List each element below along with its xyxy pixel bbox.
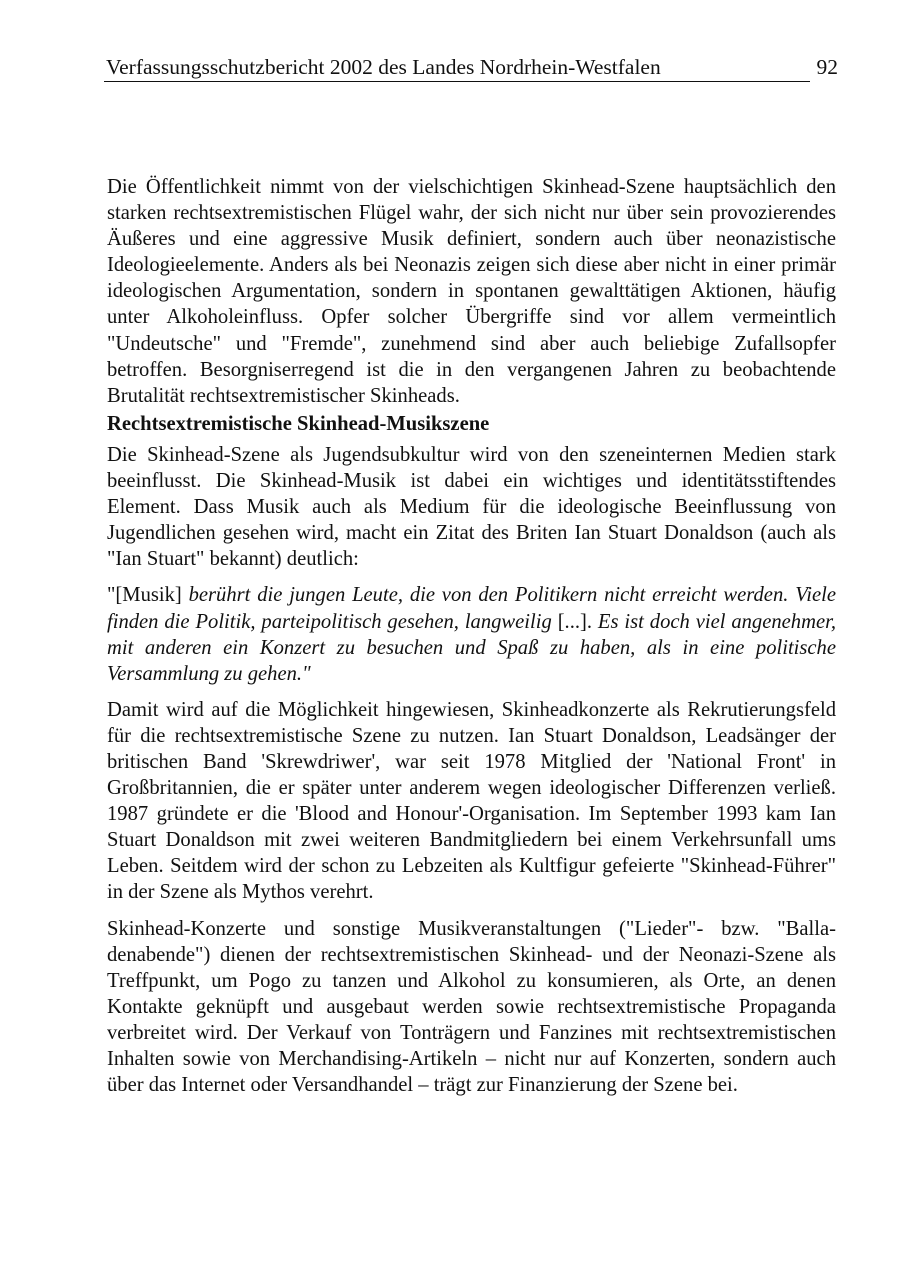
- quote-bracket-music: [Musik]: [115, 584, 182, 607]
- paragraph-intro: Die Öffentlichkeit nimmt von der vielschichtigen Skinhead-Szene hauptsächlich den starken rechtsextremistischen Flügel wahr, der sich nicht nur über sein provozierendes Äußeres und eine aggressive Musik definiert, sondern auch über neonazistische Ideologieelemente. Anders als bei Neonazis zeigen sich diese aber nicht in einer primär ideologischen Argumentation, sondern in spontanen gewalttätigen Aktionen, häufig unter Alkoholeinfluss. Opfer solcher Übergriffe sind vor allem vermeintlich "Undeutsche" und "Fremde", zunehmend sind aber auch beliebige Zufallsopfer betroffen. Besorgniserregend ist die in den vergangenen Jahren zu beobachtende Brutalität rechtsextremistischer Skinheads.: [107, 176, 836, 407]
- page-number: 92: [816, 55, 838, 79]
- page-header: [104, 54, 838, 82]
- header-title: Verfassungsschutzbericht 2002 des Landes Nordrhein-Westfalen: [106, 55, 661, 79]
- paragraph-concerts: Skinhead-Konzerte und sonstige Musikveranstaltungen ("Lieder"- bzw. "Balladenabende") dienen der rechtsextremistischen Skinhead- und der Neonazi-Szene als Treffpunkt, um Pogo zu tanzen und Alkohol zu konsumieren, als Orte, an denen Kontakte geknüpft und ausgebaut werden sowie rechtsextremistische Propaganda verbreitet wird. Der Verkauf von Tonträgern und Fanzines mit rechtsextremistischen Inhalten sowie von Merchandising-Artikeln – nicht nur auf Konzerten, sondern auch über das Internet oder Versandhandel – trägt zur Finanzierung der Szene bei.: [107, 917, 836, 1097]
- quote-text-part1: berührt die jungen Leute, die von den Politikern nicht erreicht werden. Viele finden die Politik, parteipolitisch gesehen, langweilig: [107, 584, 836, 633]
- block-quote: [107, 582, 836, 686]
- paragraph-recruitment: Damit wird auf die Möglichkeit hingewiesen, Skinheadkonzerte als Rekrutierungsfeld für die rechtsextremistische Szene zu nutzen. Ian Stuart Donaldson, Leadsänger der britischen Band 'Skrewdriwer', war seit 1978 Mitglied der 'National Front' in Großbritannien, die er später unter anderem wegen ideologischer Differenzen verließ. 1987 gründete er die 'Blood and Honour'-Organisation. Im September 1993 kam Ian Stuart Donaldson mit zwei weiteren Bandmitgliedern bei einem Verkehrsunfall ums Leben. Seitdem wird der schon zu Lebzeiten als Kultfigur gefeierte "Skinhead-Führer" in der Szene als Mythos verehrt.: [107, 698, 836, 904]
- quote-open-mark: ": [107, 584, 116, 607]
- body-text: [107, 174, 836, 1098]
- quote-text-part2: Es ist doch viel angenehmer, mit anderen ein Konzert zu besuchen und Spaß zu haben, als in eine politische Versammlung zu gehen.": [107, 610, 836, 685]
- quote-bracket-ellipsis: [...].: [557, 610, 592, 633]
- header-rule: [104, 81, 810, 82]
- section-heading: Rechtsextremistische Skinhead-Musikszene: [107, 412, 490, 435]
- paragraph-music-scene: Die Skinhead-Szene als Jugendsubkultur wird von den szeneinternen Medien stark beeinflusst. Die Skinhead-Musik ist dabei ein wichtiges und identitätsstiftendes Element. Dass Musik auch als Medium für die ideologische Beeinflussung von Jugendlichen gesehen wird, macht ein Zitat des Briten Ian Stuart Donaldson (auch als "Ian Stuart" bekannt) deutlich:: [107, 443, 836, 571]
